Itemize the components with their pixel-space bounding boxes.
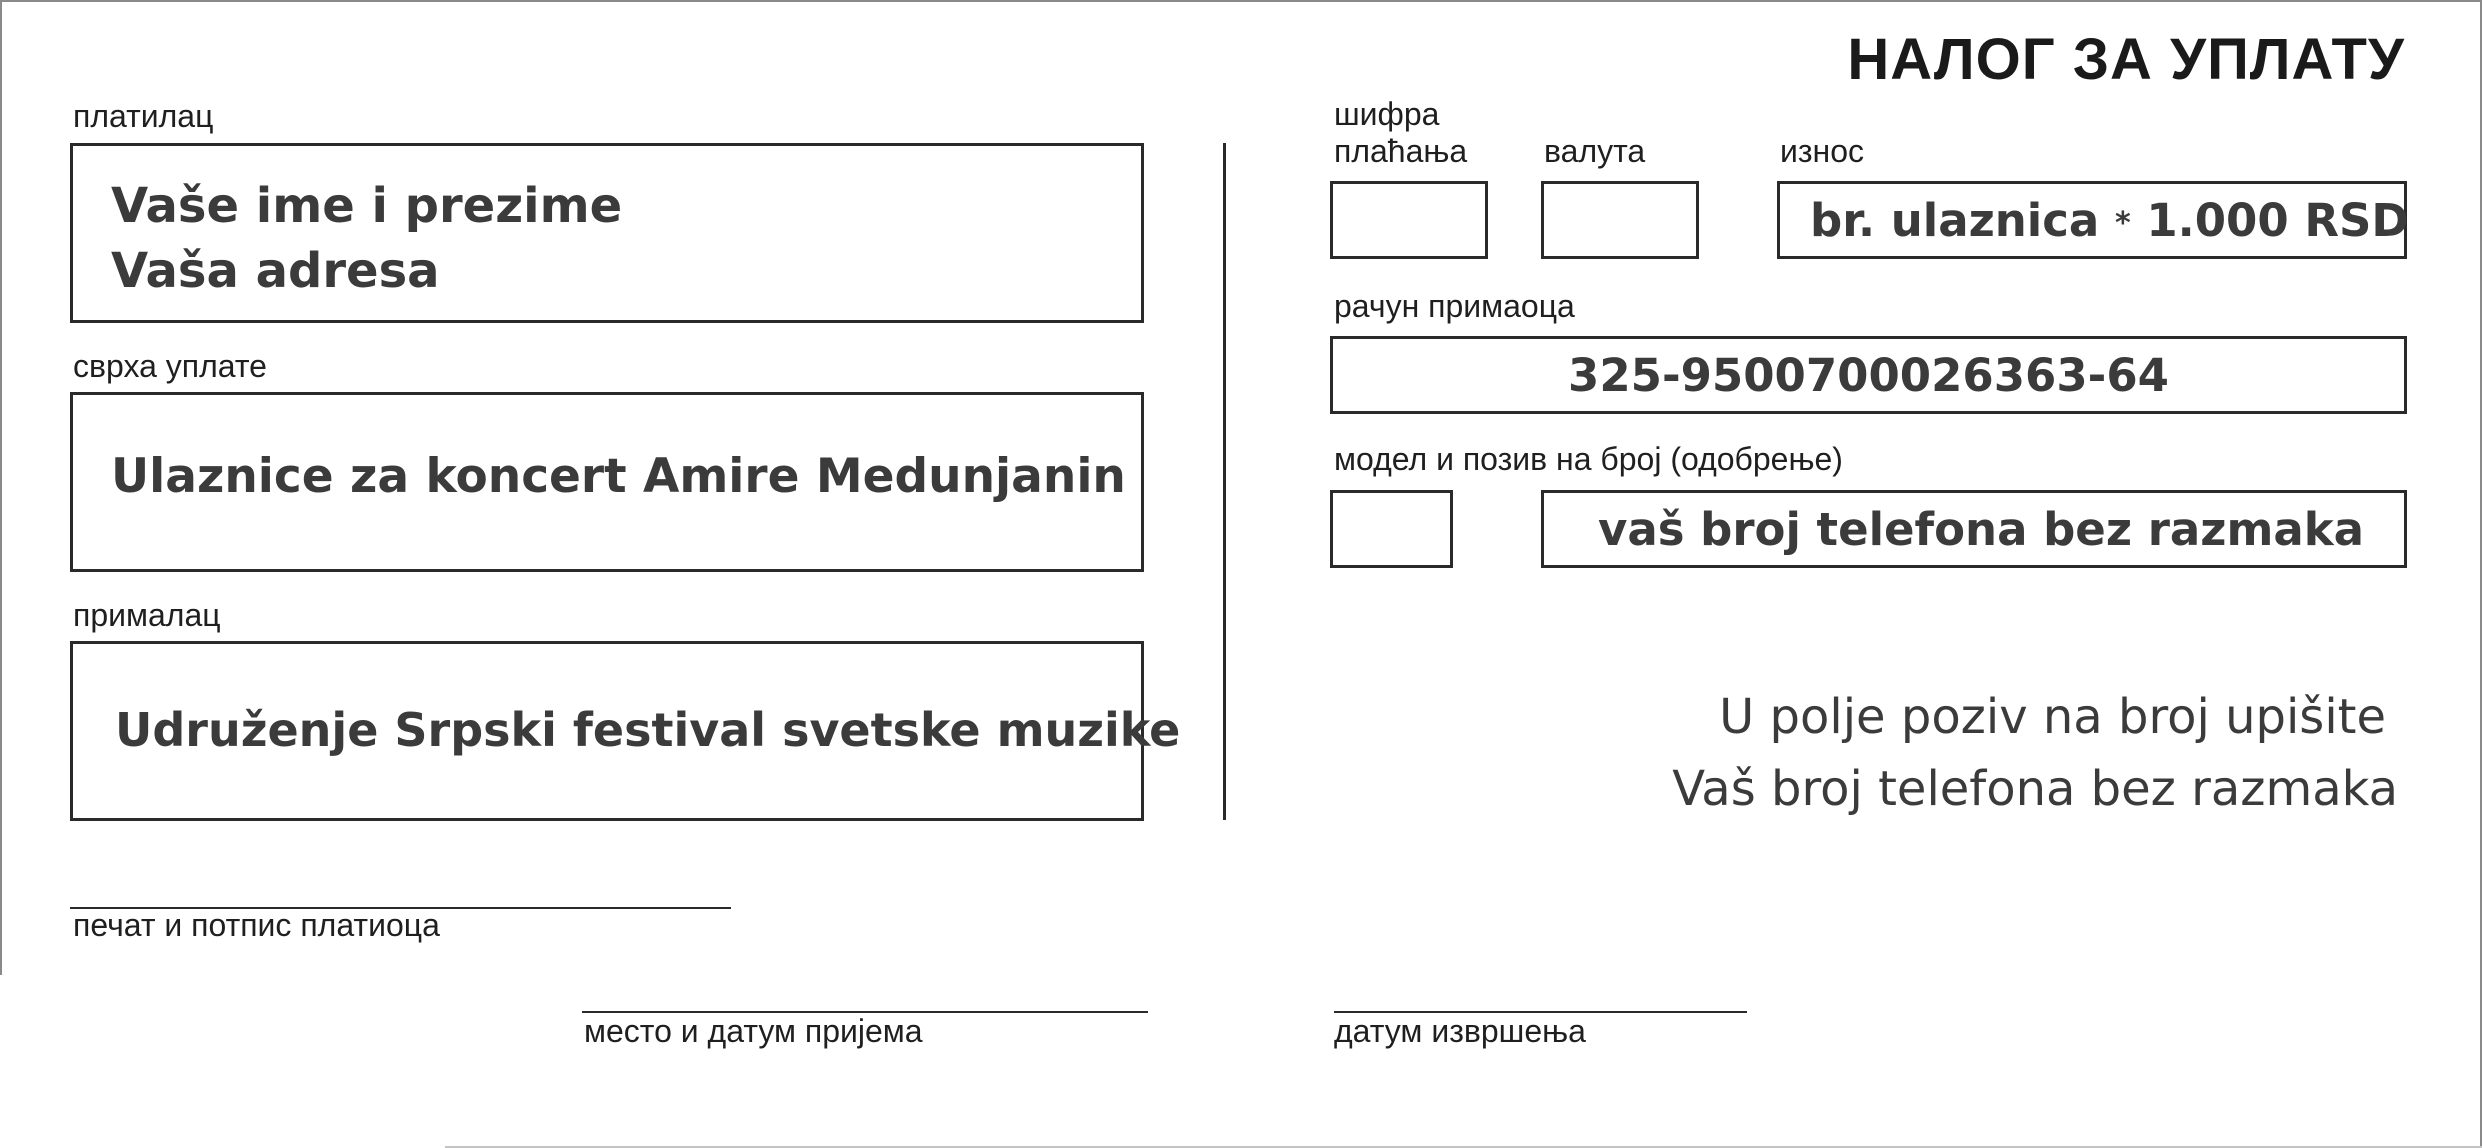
account-label: рачун примаоца (1334, 288, 1575, 324)
place-date-label: место и датум пријема (584, 1013, 923, 1049)
payer-field[interactable] (70, 143, 1144, 323)
form-title: НАЛОГ ЗА УПЛАТУ (1847, 27, 2405, 92)
payment-code-field[interactable] (1330, 181, 1488, 259)
model-field[interactable] (1330, 490, 1453, 568)
currency-label: валута (1544, 133, 1646, 169)
purpose-field[interactable] (70, 392, 1144, 572)
amount-quantity-text: br. ulaznica (1810, 194, 2100, 247)
frame-top-border (0, 0, 2482, 2)
currency-field[interactable] (1541, 181, 1699, 259)
recipient-field[interactable] (70, 641, 1181, 821)
amount-text (1810, 192, 2409, 253)
amount-operator: * (2114, 206, 2131, 241)
purpose-text: Ulaznice za koncert Amire Medunjanin (111, 449, 1126, 504)
center-divider (1223, 143, 1226, 820)
recipient-label: прималац (73, 597, 221, 633)
amount-field[interactable] (1777, 181, 2407, 259)
reference-text: vaš broj telefona bez razmaka (1598, 503, 2364, 556)
frame-left-border (0, 0, 2, 975)
payment-code-label-line1: шифра (1334, 96, 1440, 132)
execution-date-label: датум извршења (1334, 1013, 1586, 1049)
payment-code-label-line2: плаћања (1334, 133, 1468, 169)
amount-label: износ (1780, 133, 1865, 169)
reference-label: модел и позив на број (одобрење) (1334, 441, 1843, 477)
reference-field[interactable] (1541, 490, 2407, 568)
purpose-label: сврха уплате (73, 348, 267, 384)
account-number-text: 325-9500700026363-64 (1568, 349, 2169, 402)
recipient-text: Udruženje Srpski festival svetske muzike (115, 703, 1181, 757)
instruction-note-line2: Vaš broj telefona bez razmaka (1672, 761, 2398, 817)
amount-price-text: 1.000 RSD (2146, 194, 2409, 247)
payer-address-text: Vaša adresa (111, 243, 440, 299)
payer-label: платилац (73, 98, 214, 134)
instruction-note-line1: U polje poziv na broj upišite (1719, 689, 2386, 745)
account-field[interactable] (1330, 336, 2407, 414)
payer-name-text: Vaše ime i prezime (111, 178, 623, 234)
signature-label: печат и потпис платиоца (73, 907, 440, 943)
